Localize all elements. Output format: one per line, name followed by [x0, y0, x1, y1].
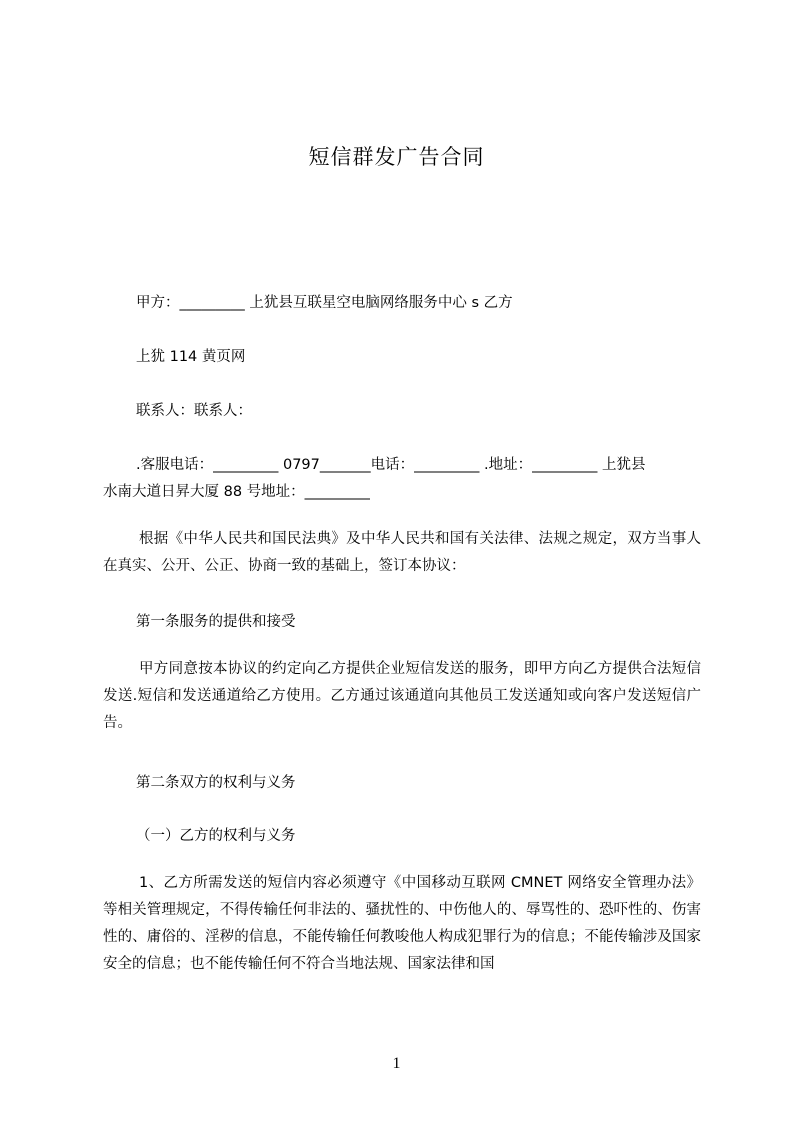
- party-b-name: 上犹 114 黄页网: [136, 349, 246, 365]
- article-1-body: 甲方同意按本协议的约定向乙方提供企业短信发送的服务，即甲方向乙方提供合法短信发送.短信和发送通道给乙方使用。乙方通过该通道向其他员工发送通知或向客户发送短信广告。: [103, 661, 701, 731]
- section-1-heading: （一）乙方的权利与义务: [136, 828, 296, 844]
- phone-address-line-1: .客服电话：_________ 0797_______电话：_________ .地址：_________ 上犹县: [136, 457, 646, 473]
- contacts-line: 联系人：联系人：: [136, 403, 252, 419]
- party-a-line: 甲方：_________ 上犹县互联星空电脑网络服务中心 s 乙方: [136, 295, 513, 311]
- clause-1-body: 1、乙方所需发送的短信内容必须遵守《中国移动互联网 CMNET 网络安全管理办法》等相关管理规定，不得传输任何非法的、骚扰性的、中伤他人的、辱骂性的、恐吓性的、伤害性的、庸俗的、淫秽的信息，不能传输任何教唆他人构成犯罪行为的信息；不能传输涉及国家安全的信息；也不能传输任何不符合当地法规、国家法律和国: [103, 875, 701, 972]
- preamble-paragraph: 根据《中华人民共和国民法典》及中华人民共和国有关法律、法规之规定，双方当事人在真实、公开、公正、协商一致的基础上，签订本协议：: [103, 531, 701, 574]
- phone-address-line-2: 水南大道日昇大厦 88 号地址：_________: [103, 484, 370, 500]
- document-title: 短信群发广告合同: [308, 145, 485, 169]
- article-1-heading: 第一条服务的提供和接受: [136, 614, 296, 630]
- article-2-heading: 第二条双方的权利与义务: [136, 775, 296, 791]
- page-number: 1: [392, 1055, 401, 1072]
